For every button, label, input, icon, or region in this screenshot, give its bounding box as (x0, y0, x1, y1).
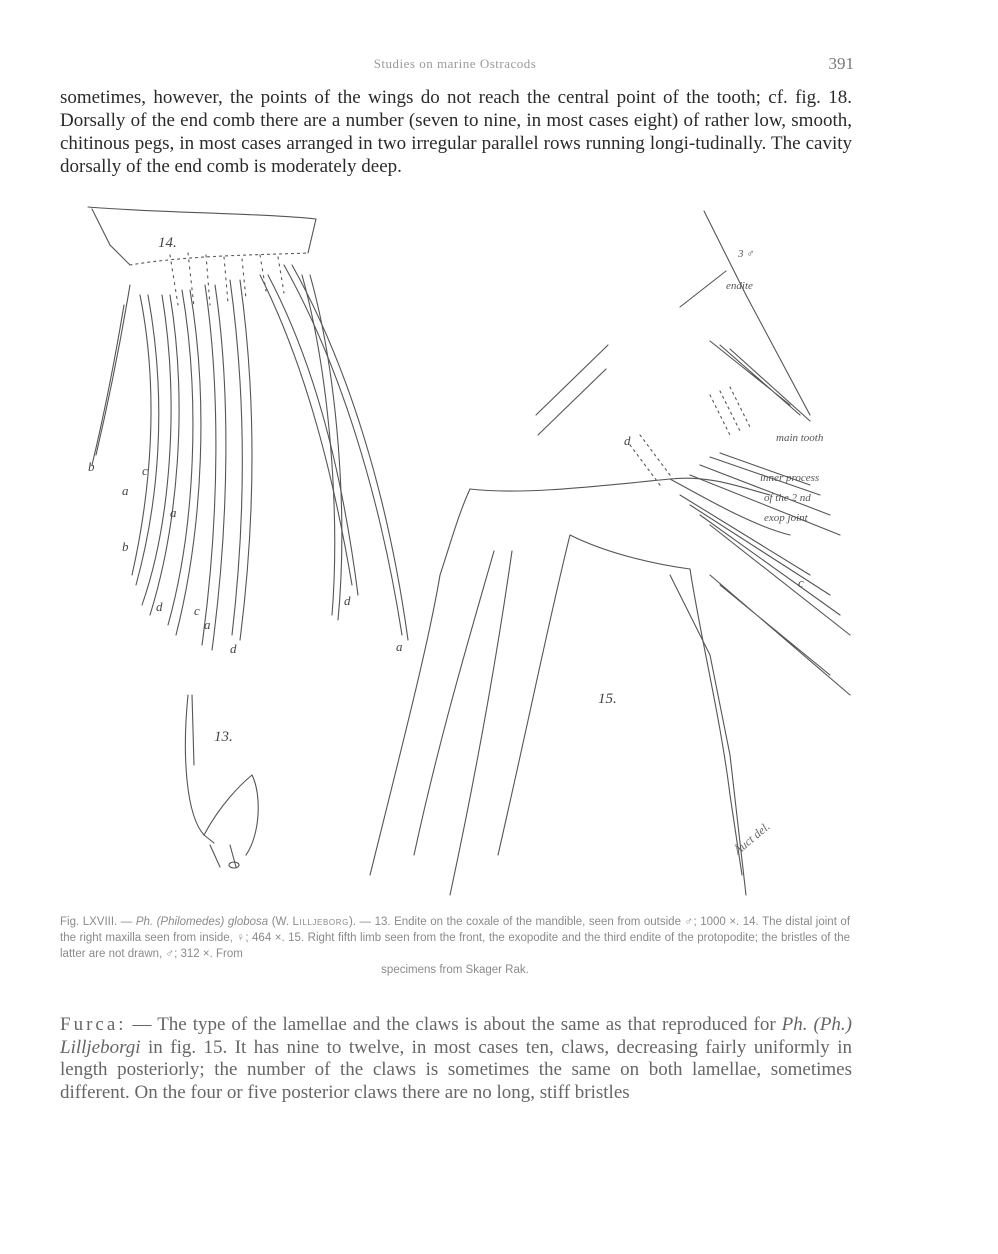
fig14-letter-d-2: d (344, 593, 351, 608)
bottom-paragraph (60, 1014, 852, 1104)
furca-text-1: The type of the lamellae and the claws is about the same as that reproduced for (157, 1014, 776, 1035)
furca-text-2: in fig. 15. It has nine to twelve, in most cases ten, claws, decreasing fairly uniformly in length posteriorly; the number of the claws is sometimes the same on both lamellae, sometimes different. On the four or five posterior claws there are no long, stiff bristles (60, 1036, 853, 1103)
caption-main-text: 13. Endite on the coxale of the mandible, seen from outside ♂; 1000 ×. 14. The distal joint of the right maxilla seen from inside, ♀; 464 ×. 15. Right fifth limb seen from the front, the exopodite and the third endite of the protopodite; the bristles of the latter are not drawn, ♂; 312 ×. From (60, 916, 851, 960)
furca-dash: — (132, 1014, 152, 1035)
caption-authority-name: Lilljeborg (292, 916, 349, 928)
fig15-label-3-male: 3 ♂ (738, 248, 755, 260)
fig14-drawing (88, 207, 408, 650)
fig14-letter-b-1: b (88, 459, 95, 474)
fig14-letter-a-1: a (122, 483, 129, 498)
page-header (60, 54, 854, 80)
fig14-letter-a-3: a (204, 617, 211, 632)
caption-authority-close: ). — (348, 916, 372, 928)
fig15-label-of-2nd: of the 2 nd (764, 492, 811, 504)
figure-caption (60, 914, 850, 978)
figure-lxviii (70, 195, 860, 907)
fig15-letter-d: d (624, 433, 631, 448)
fig14-letter-d-3: d (230, 641, 237, 656)
top-paragraph: sometimes, however, the points of the wings do not reach the central point of the tooth; cf. fig. 18. Dorsally of the end comb there are a number (seven to nine, in most cases eight) of rather low, smooth, chitinous pegs, in most cases arranged in two irregular parallel rows running longi-tudinally. The cavity dorsally of the end comb is moderately deep. (60, 87, 852, 177)
fig14-number: 14. (158, 235, 177, 251)
fig15-letter-c: c (798, 575, 804, 590)
caption-last-line: specimens from Skager Rak. (381, 964, 529, 976)
fig14-letter-d-1: d (156, 599, 163, 614)
artist-signature: Åuct del. (730, 819, 773, 858)
caption-fig-label: Fig. LXVIII. — (60, 916, 133, 928)
caption-species: Ph. (Philomedes) globosa (135, 916, 269, 928)
fig15-label-endite: endite (726, 280, 753, 292)
fig15-label-exop-joint: exop joint (764, 512, 808, 524)
fig15-label-main-tooth: main tooth (776, 432, 824, 444)
furca-species: Ph. (Ph.) Lilljeborgi (60, 1014, 853, 1058)
running-title: Studies on marine Ostracods (373, 56, 537, 71)
fig15-label-inner-process: inner process (760, 472, 820, 484)
figure-drawing (70, 195, 860, 907)
page-number: 391 (828, 54, 854, 73)
fig13-drawing (185, 695, 258, 868)
fig14-letter-c-2: c (194, 603, 200, 618)
fig13-number: 13. (214, 729, 233, 745)
fig14-letter-a-4: a (396, 639, 403, 654)
fig14-letter-b-2: b (122, 539, 129, 554)
furca-heading: Furca: (60, 1014, 127, 1035)
fig15-drawing (370, 211, 850, 895)
fig14-letter-a-2: a (170, 505, 177, 520)
fig14-letter-c-1: c (142, 463, 148, 478)
fig15-number: 15. (598, 691, 617, 707)
caption-authority-open: (W. (271, 916, 289, 928)
